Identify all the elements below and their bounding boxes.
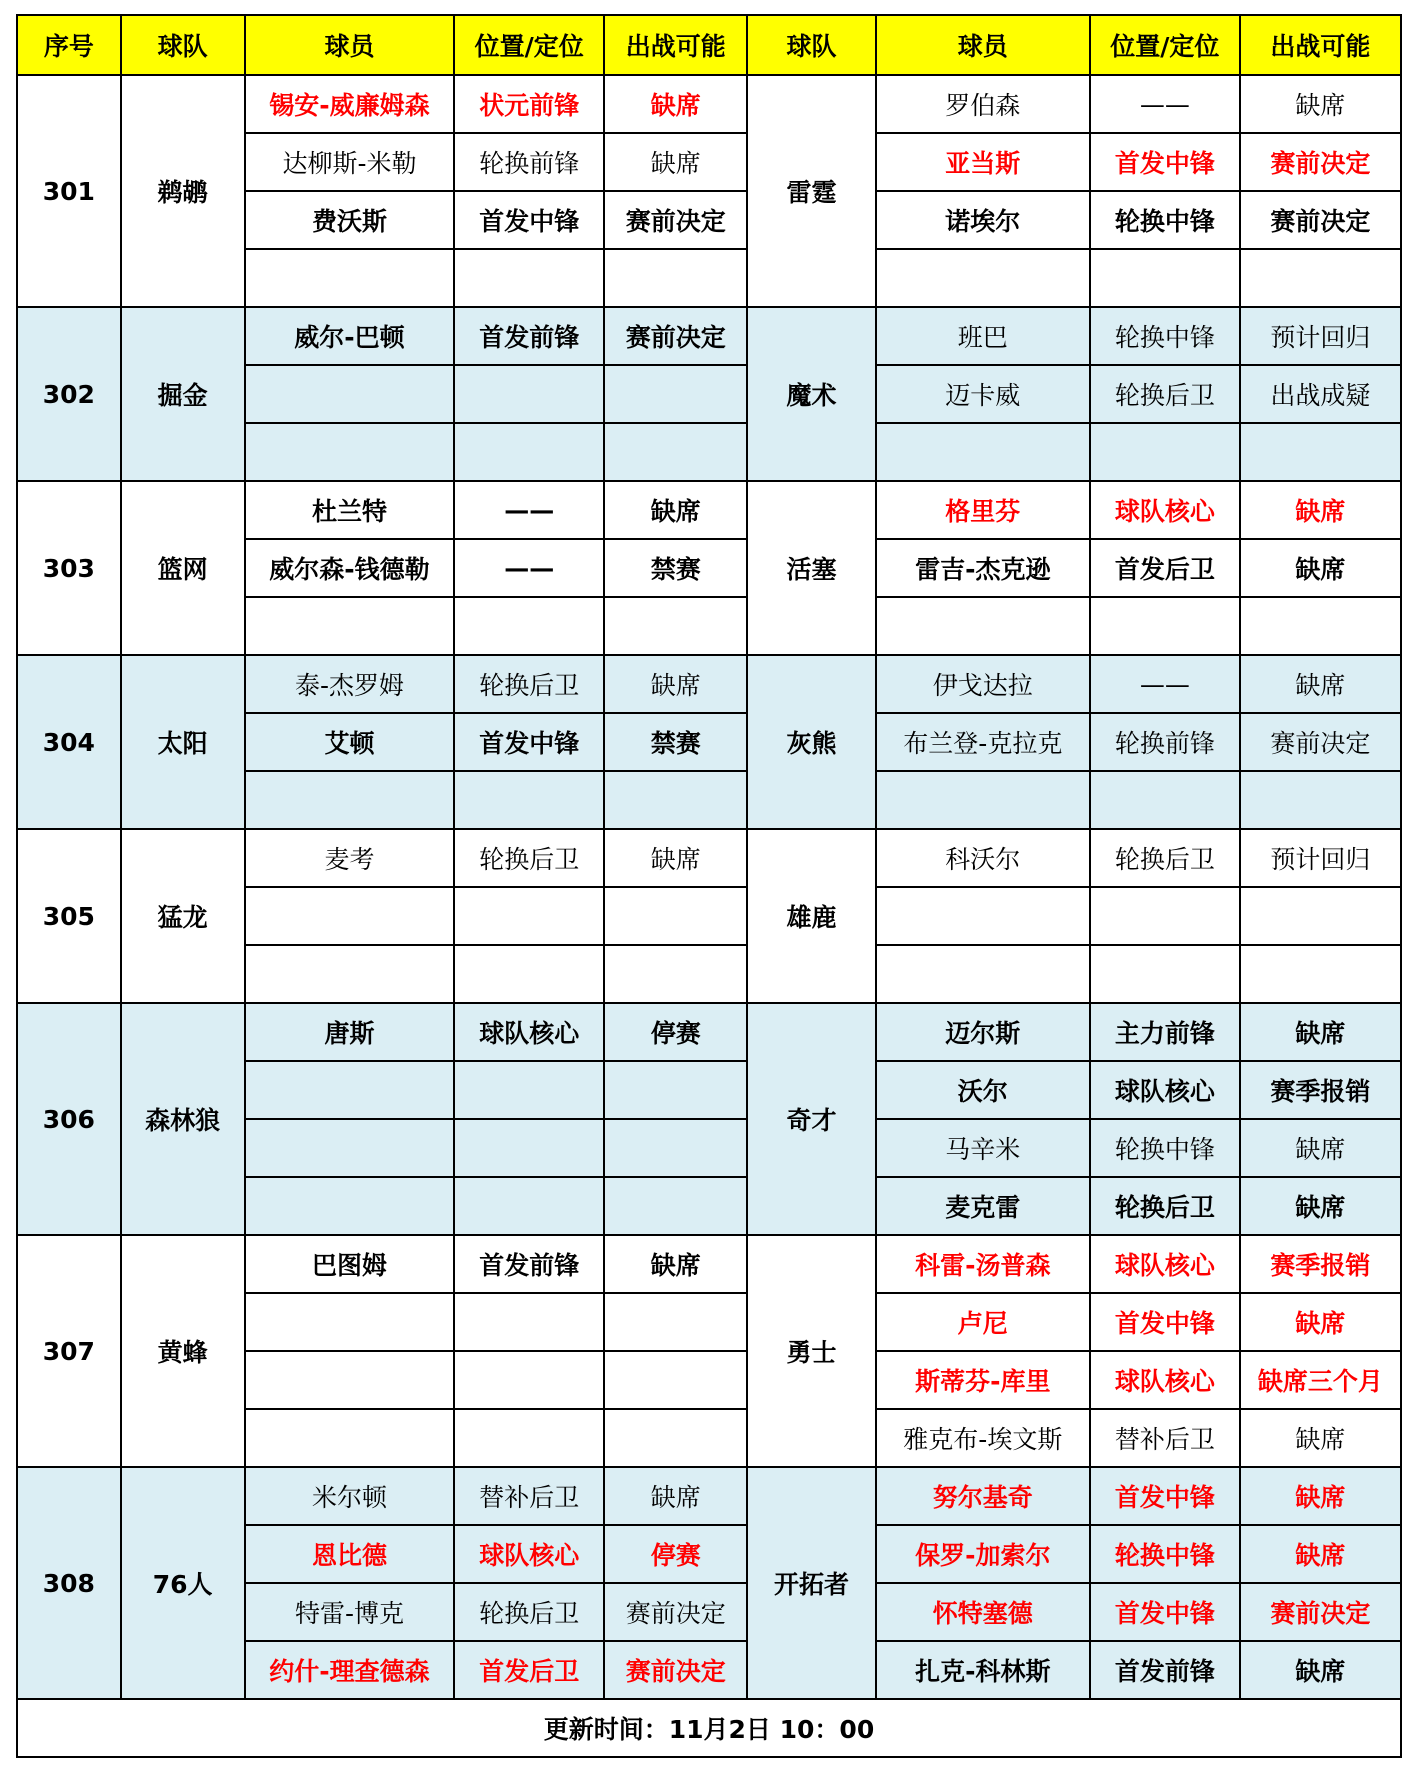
game-index: 306 [17, 1003, 121, 1235]
home-team-name: 鹈鹕 [121, 75, 245, 307]
home-player-status: 缺席 [604, 481, 747, 539]
header-cell-home-team: 球队 [121, 15, 245, 75]
away-player-position [1090, 597, 1240, 655]
away-player-position: 轮换后卫 [1090, 829, 1240, 887]
home-player-position: —— [454, 481, 604, 539]
home-player-position: —— [454, 539, 604, 597]
home-player-name: 麦考 [245, 829, 455, 887]
home-player-name: 泰-杰罗姆 [245, 655, 455, 713]
update-time: 更新时间：11月2日 10：00 [17, 1699, 1401, 1757]
away-player-status [1240, 597, 1401, 655]
home-player-position [454, 887, 604, 945]
home-player-name: 唐斯 [245, 1003, 455, 1061]
away-player-position [1090, 423, 1240, 481]
away-player-status: 赛前决定 [1240, 191, 1401, 249]
table-row [17, 307, 1401, 365]
header-cell-away-team: 球队 [747, 15, 875, 75]
away-player-name: 麦克雷 [876, 1177, 1090, 1235]
home-player-position [454, 1409, 604, 1467]
home-player-name [245, 597, 455, 655]
away-player-status: 缺席 [1240, 1409, 1401, 1467]
away-player-position: 轮换后卫 [1090, 1177, 1240, 1235]
away-player-position: 首发中锋 [1090, 1467, 1240, 1525]
home-player-position: 轮换前锋 [454, 133, 604, 191]
home-player-status [604, 1061, 747, 1119]
home-player-name: 巴图姆 [245, 1235, 455, 1293]
home-player-name [245, 887, 455, 945]
footer-row [17, 1699, 1401, 1757]
home-player-name [245, 771, 455, 829]
away-player-name: 扎克-科林斯 [876, 1641, 1090, 1699]
home-player-name: 米尔顿 [245, 1467, 455, 1525]
away-player-status: 缺席 [1240, 1467, 1401, 1525]
home-player-position [454, 249, 604, 307]
away-player-position: 球队核心 [1090, 1351, 1240, 1409]
away-player-name: 保罗-加索尔 [876, 1525, 1090, 1583]
home-player-status: 停赛 [604, 1525, 747, 1583]
away-player-name: 努尔基奇 [876, 1467, 1090, 1525]
away-player-name [876, 423, 1090, 481]
home-player-name: 威尔森-钱德勒 [245, 539, 455, 597]
home-player-name: 威尔-巴顿 [245, 307, 455, 365]
away-team-name: 灰熊 [747, 655, 875, 829]
home-player-status [604, 365, 747, 423]
home-player-name [245, 1409, 455, 1467]
home-player-name [245, 249, 455, 307]
home-player-position [454, 365, 604, 423]
away-player-name: 布兰登-克拉克 [876, 713, 1090, 771]
away-player-status: 缺席 [1240, 75, 1401, 133]
home-player-position: 首发后卫 [454, 1641, 604, 1699]
table-row [17, 75, 1401, 133]
away-player-status: 出战成疑 [1240, 365, 1401, 423]
away-player-status [1240, 771, 1401, 829]
home-player-name [245, 945, 455, 1003]
table-row [17, 481, 1401, 539]
away-team-name: 勇士 [747, 1235, 875, 1467]
away-team-name: 魔术 [747, 307, 875, 481]
home-player-position: 轮换后卫 [454, 1583, 604, 1641]
home-player-status: 缺席 [604, 75, 747, 133]
away-player-position: 主力前锋 [1090, 1003, 1240, 1061]
away-player-position: —— [1090, 655, 1240, 713]
header-row [17, 15, 1401, 75]
away-player-status [1240, 887, 1401, 945]
game-index: 308 [17, 1467, 121, 1699]
home-player-position: 替补后卫 [454, 1467, 604, 1525]
away-team-name: 活塞 [747, 481, 875, 655]
home-player-status [604, 1177, 747, 1235]
home-player-position [454, 597, 604, 655]
home-player-name [245, 423, 455, 481]
home-player-status: 缺席 [604, 1467, 747, 1525]
away-player-position: 轮换中锋 [1090, 307, 1240, 365]
home-player-position [454, 1177, 604, 1235]
home-player-position [454, 423, 604, 481]
away-player-status: 缺席三个月 [1240, 1351, 1401, 1409]
home-player-position: 轮换后卫 [454, 829, 604, 887]
away-player-position: 首发前锋 [1090, 1641, 1240, 1699]
away-player-position: 轮换前锋 [1090, 713, 1240, 771]
home-player-name [245, 1177, 455, 1235]
table-row [17, 1003, 1401, 1061]
header-cell-home-position: 位置/定位 [454, 15, 604, 75]
home-player-name: 恩比德 [245, 1525, 455, 1583]
table-row [17, 1467, 1401, 1525]
home-player-status: 赛前决定 [604, 1583, 747, 1641]
home-player-position [454, 771, 604, 829]
away-player-status [1240, 945, 1401, 1003]
away-player-name [876, 249, 1090, 307]
home-player-status [604, 1293, 747, 1351]
away-player-name: 雷吉-杰克逊 [876, 539, 1090, 597]
away-player-name: 马辛米 [876, 1119, 1090, 1177]
home-player-name: 杜兰特 [245, 481, 455, 539]
home-player-status [604, 1351, 747, 1409]
home-player-position: 首发中锋 [454, 191, 604, 249]
header-cell-home-status: 出战可能 [604, 15, 747, 75]
injury-report-table [16, 14, 1402, 1758]
home-team-name: 猛龙 [121, 829, 245, 1003]
home-player-name: 特雷-博克 [245, 1583, 455, 1641]
game-index: 305 [17, 829, 121, 1003]
home-player-name [245, 1293, 455, 1351]
away-player-name: 诺埃尔 [876, 191, 1090, 249]
header-cell-away-position: 位置/定位 [1090, 15, 1240, 75]
away-player-name: 沃尔 [876, 1061, 1090, 1119]
game-index: 302 [17, 307, 121, 481]
home-player-status [604, 249, 747, 307]
home-player-status: 赛前决定 [604, 191, 747, 249]
away-player-status: 缺席 [1240, 1177, 1401, 1235]
home-player-position: 球队核心 [454, 1525, 604, 1583]
away-player-name: 雅克布-埃文斯 [876, 1409, 1090, 1467]
away-player-status [1240, 423, 1401, 481]
away-player-name: 科雷-汤普森 [876, 1235, 1090, 1293]
home-player-position: 首发前锋 [454, 1235, 604, 1293]
home-player-name: 约什-理查德森 [245, 1641, 455, 1699]
away-player-status: 缺席 [1240, 1003, 1401, 1061]
away-player-name: 斯蒂芬-库里 [876, 1351, 1090, 1409]
away-player-status: 预计回归 [1240, 307, 1401, 365]
game-index: 304 [17, 655, 121, 829]
away-team-name: 雷霆 [747, 75, 875, 307]
away-player-position [1090, 771, 1240, 829]
away-player-name: 科沃尔 [876, 829, 1090, 887]
home-team-name: 太阳 [121, 655, 245, 829]
away-team-name: 雄鹿 [747, 829, 875, 1003]
home-team-name: 76人 [121, 1467, 245, 1699]
away-player-position: 首发中锋 [1090, 1293, 1240, 1351]
home-player-status [604, 771, 747, 829]
away-player-position: 首发后卫 [1090, 539, 1240, 597]
home-player-position: 球队核心 [454, 1003, 604, 1061]
away-player-status: 缺席 [1240, 655, 1401, 713]
home-player-status: 赛前决定 [604, 307, 747, 365]
away-player-status: 缺席 [1240, 539, 1401, 597]
home-team-name: 森林狼 [121, 1003, 245, 1235]
home-player-position: 首发中锋 [454, 713, 604, 771]
home-team-name: 黄蜂 [121, 1235, 245, 1467]
away-player-position: 首发中锋 [1090, 1583, 1240, 1641]
table-row [17, 829, 1401, 887]
home-player-status: 缺席 [604, 829, 747, 887]
away-player-name: 迈尔斯 [876, 1003, 1090, 1061]
home-player-name: 锡安-威廉姆森 [245, 75, 455, 133]
home-player-status [604, 423, 747, 481]
home-player-status [604, 1409, 747, 1467]
game-index: 307 [17, 1235, 121, 1467]
header-cell-away-status: 出战可能 [1240, 15, 1401, 75]
table-row [17, 655, 1401, 713]
game-index: 301 [17, 75, 121, 307]
away-player-position: 轮换中锋 [1090, 1525, 1240, 1583]
away-player-position [1090, 249, 1240, 307]
away-player-status: 赛季报销 [1240, 1235, 1401, 1293]
home-player-name: 费沃斯 [245, 191, 455, 249]
away-player-name: 格里芬 [876, 481, 1090, 539]
away-player-position: 球队核心 [1090, 481, 1240, 539]
home-player-status: 停赛 [604, 1003, 747, 1061]
away-player-status [1240, 249, 1401, 307]
away-player-name [876, 597, 1090, 655]
home-player-position: 首发前锋 [454, 307, 604, 365]
home-player-name [245, 1351, 455, 1409]
home-team-name: 篮网 [121, 481, 245, 655]
home-player-name: 艾顿 [245, 713, 455, 771]
home-player-position [454, 1061, 604, 1119]
away-player-name: 伊戈达拉 [876, 655, 1090, 713]
away-player-position: 球队核心 [1090, 1061, 1240, 1119]
home-player-status: 禁赛 [604, 539, 747, 597]
home-player-position [454, 1119, 604, 1177]
away-player-position: 球队核心 [1090, 1235, 1240, 1293]
away-player-name: 迈卡威 [876, 365, 1090, 423]
away-player-status: 缺席 [1240, 1119, 1401, 1177]
home-player-status: 缺席 [604, 133, 747, 191]
away-player-position: 替补后卫 [1090, 1409, 1240, 1467]
away-player-position: 轮换后卫 [1090, 365, 1240, 423]
home-player-status: 缺席 [604, 1235, 747, 1293]
away-player-position: 轮换中锋 [1090, 1119, 1240, 1177]
home-player-position: 状元前锋 [454, 75, 604, 133]
away-player-name: 怀特塞德 [876, 1583, 1090, 1641]
home-player-name [245, 1061, 455, 1119]
table-row [17, 1235, 1401, 1293]
away-player-status: 赛前决定 [1240, 133, 1401, 191]
away-player-position [1090, 887, 1240, 945]
away-player-name: 卢尼 [876, 1293, 1090, 1351]
home-player-status: 赛前决定 [604, 1641, 747, 1699]
header-cell-index: 序号 [17, 15, 121, 75]
away-player-status: 缺席 [1240, 1641, 1401, 1699]
away-player-position: —— [1090, 75, 1240, 133]
away-player-status: 预计回归 [1240, 829, 1401, 887]
home-player-status [604, 945, 747, 1003]
home-player-name: 达柳斯-米勒 [245, 133, 455, 191]
home-player-status [604, 1119, 747, 1177]
away-player-name: 罗伯森 [876, 75, 1090, 133]
home-player-name [245, 1119, 455, 1177]
away-player-name [876, 945, 1090, 1003]
away-player-position: 首发中锋 [1090, 133, 1240, 191]
home-player-status: 缺席 [604, 655, 747, 713]
home-player-position [454, 1293, 604, 1351]
home-player-status [604, 597, 747, 655]
away-player-status: 赛前决定 [1240, 713, 1401, 771]
away-player-status: 缺席 [1240, 1525, 1401, 1583]
away-player-status: 缺席 [1240, 1293, 1401, 1351]
away-team-name: 开拓者 [747, 1467, 875, 1699]
table-body [17, 75, 1401, 1699]
home-player-position [454, 945, 604, 1003]
away-player-status: 赛前决定 [1240, 1583, 1401, 1641]
away-player-position [1090, 945, 1240, 1003]
away-player-status: 缺席 [1240, 481, 1401, 539]
away-player-status: 赛季报销 [1240, 1061, 1401, 1119]
away-player-name [876, 887, 1090, 945]
home-player-position [454, 1351, 604, 1409]
away-player-position: 轮换中锋 [1090, 191, 1240, 249]
header-cell-home-player: 球员 [245, 15, 455, 75]
away-player-name [876, 771, 1090, 829]
home-player-name [245, 365, 455, 423]
game-index: 303 [17, 481, 121, 655]
home-team-name: 掘金 [121, 307, 245, 481]
away-player-name: 亚当斯 [876, 133, 1090, 191]
home-player-position: 轮换后卫 [454, 655, 604, 713]
home-player-status: 禁赛 [604, 713, 747, 771]
header-cell-away-player: 球员 [876, 15, 1090, 75]
home-player-status [604, 887, 747, 945]
away-player-name: 班巴 [876, 307, 1090, 365]
away-team-name: 奇才 [747, 1003, 875, 1235]
